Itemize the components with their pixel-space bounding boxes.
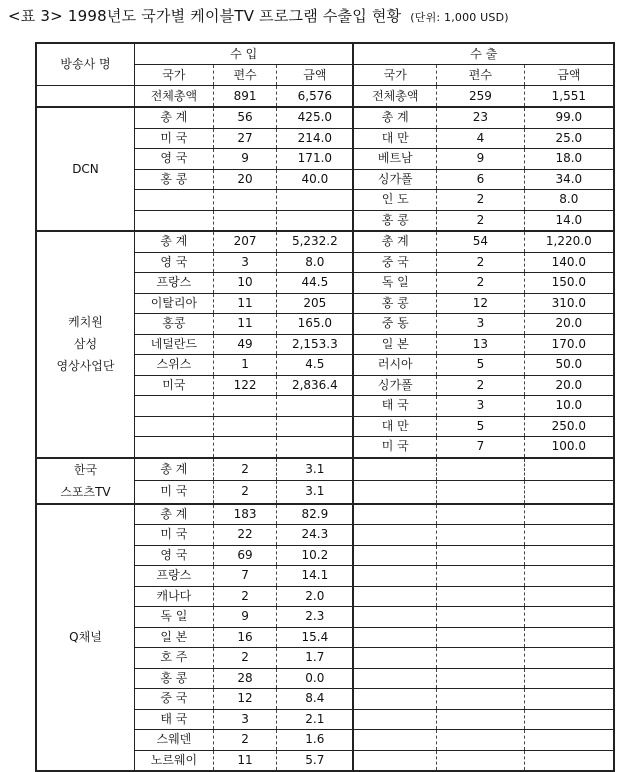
export-country-cell [353, 545, 436, 566]
export-country-cell [353, 648, 436, 669]
export-count-cell: 6 [437, 169, 525, 190]
export-country-cell: 태 국 [353, 396, 436, 417]
import-amount-cell: 2.0 [277, 586, 354, 607]
import-country-cell: 미 국 [135, 128, 214, 149]
import-count-cell: 2 [213, 730, 276, 751]
import-count-cell: 11 [213, 293, 276, 314]
import-amount-cell [277, 210, 354, 231]
export-amount-cell: 250.0 [524, 416, 614, 437]
import-country-cell: 스위스 [135, 355, 214, 376]
export-country-cell: 미 국 [353, 437, 436, 458]
import-count-cell: 11 [213, 750, 276, 771]
export-count-cell: 2 [437, 190, 525, 211]
unit-note: (단위: 1,000 USD) [410, 11, 509, 24]
import-count-cell: 1 [213, 355, 276, 376]
import-country-header: 국가 [135, 65, 214, 86]
export-count-cell [437, 481, 525, 504]
export-country-cell [353, 566, 436, 587]
import-amount-cell [277, 437, 354, 458]
import-amount-cell: 165.0 [277, 314, 354, 335]
import-amount-header: 금액 [277, 65, 354, 86]
import-count-cell: 10 [213, 273, 276, 294]
export-country-header: 국가 [353, 65, 436, 86]
export-country-cell [353, 668, 436, 689]
import-country-cell: 호 주 [135, 648, 214, 669]
import-count-cell: 207 [213, 231, 276, 252]
export-amount-cell [524, 586, 614, 607]
export-amount-cell: 20.0 [524, 375, 614, 396]
broadcaster-name-line: 케치원 [68, 315, 103, 330]
import-country-cell: 스웨덴 [135, 730, 214, 751]
export-amount-cell: 20.0 [524, 314, 614, 335]
export-country-cell: 독 일 [353, 273, 436, 294]
export-country-cell [353, 525, 436, 546]
export-amount-cell [524, 566, 614, 587]
broadcaster-name [36, 458, 135, 504]
import-amount-cell: 40.0 [277, 169, 354, 190]
import-amount-cell: 8.0 [277, 252, 354, 273]
table-row [36, 231, 614, 252]
export-country-cell [353, 709, 436, 730]
export-country-cell: 인 도 [353, 190, 436, 211]
total-import-label: 전체총액 [135, 86, 214, 108]
header-row-1 [36, 43, 614, 65]
import-amount-cell: 2.1 [277, 709, 354, 730]
export-country-cell: 홍 콩 [353, 293, 436, 314]
export-amount-cell [524, 689, 614, 710]
export-count-cell: 5 [437, 355, 525, 376]
import-amount-cell: 171.0 [277, 149, 354, 170]
import-country-cell: 총 계 [135, 107, 214, 128]
export-count-cell [437, 689, 525, 710]
import-country-cell: 미국 [135, 375, 214, 396]
import-amount-cell [277, 190, 354, 211]
broadcaster-name-line: 스포츠TV [60, 484, 111, 499]
import-count-cell: 12 [213, 689, 276, 710]
import-amount-cell: 2,836.4 [277, 375, 354, 396]
export-count-header: 편수 [437, 65, 525, 86]
export-country-cell [353, 481, 436, 504]
total-row [36, 86, 614, 108]
import-count-cell: 3 [213, 252, 276, 273]
total-import-amount: 6,576 [277, 86, 354, 108]
export-count-cell: 12 [437, 293, 525, 314]
import-country-cell: 총 계 [135, 458, 214, 481]
import-count-cell: 27 [213, 128, 276, 149]
export-count-cell: 4 [437, 128, 525, 149]
export-amount-cell [524, 668, 614, 689]
import-count-cell: 3 [213, 709, 276, 730]
import-country-cell: 홍 콩 [135, 169, 214, 190]
import-count-cell: 2 [213, 458, 276, 481]
export-country-cell [353, 689, 436, 710]
export-amount-cell: 14.0 [524, 210, 614, 231]
import-amount-cell [277, 416, 354, 437]
broadcaster-name-line: Q채널 [69, 630, 102, 645]
export-amount-cell [524, 458, 614, 481]
export-country-cell [353, 586, 436, 607]
import-amount-cell: 205 [277, 293, 354, 314]
export-header: 수 출 [353, 43, 614, 65]
import-country-cell: 홍 콩 [135, 668, 214, 689]
import-amount-cell: 82.9 [277, 504, 354, 525]
export-country-cell: 싱가폴 [353, 169, 436, 190]
import-amount-cell: 3.1 [277, 458, 354, 481]
import-count-cell: 9 [213, 607, 276, 628]
export-count-cell [437, 545, 525, 566]
export-country-cell: 싱가폴 [353, 375, 436, 396]
import-count-cell: 7 [213, 566, 276, 587]
import-country-cell: 프랑스 [135, 273, 214, 294]
export-country-cell: 중 국 [353, 252, 436, 273]
export-count-cell [437, 648, 525, 669]
export-amount-cell: 34.0 [524, 169, 614, 190]
export-amount-cell [524, 607, 614, 628]
import-amount-cell: 5.7 [277, 750, 354, 771]
export-country-cell [353, 730, 436, 751]
export-country-cell: 대 만 [353, 416, 436, 437]
import-amount-cell: 14.1 [277, 566, 354, 587]
import-count-cell [213, 190, 276, 211]
import-country-cell: 홍콩 [135, 314, 214, 335]
total-export-label: 전체총액 [353, 86, 436, 108]
export-country-cell: 총 계 [353, 231, 436, 252]
import-country-cell: 영 국 [135, 252, 214, 273]
import-country-cell [135, 190, 214, 211]
export-count-cell [437, 607, 525, 628]
import-count-cell: 9 [213, 149, 276, 170]
import-count-cell: 69 [213, 545, 276, 566]
export-amount-cell: 140.0 [524, 252, 614, 273]
import-country-cell: 영 국 [135, 545, 214, 566]
export-country-cell: 홍 콩 [353, 210, 436, 231]
export-count-cell: 2 [437, 252, 525, 273]
export-count-cell [437, 730, 525, 751]
export-count-cell: 7 [437, 437, 525, 458]
export-country-cell: 러시아 [353, 355, 436, 376]
import-count-cell: 20 [213, 169, 276, 190]
import-count-cell [213, 437, 276, 458]
import-country-cell: 태 국 [135, 709, 214, 730]
export-count-cell: 3 [437, 396, 525, 417]
import-count-cell: 28 [213, 668, 276, 689]
import-country-cell [135, 437, 214, 458]
import-country-cell [135, 396, 214, 417]
export-count-cell [437, 525, 525, 546]
import-count-cell: 122 [213, 375, 276, 396]
table-title [8, 2, 509, 30]
import-amount-cell: 5,232.2 [277, 231, 354, 252]
import-country-cell: 캐나다 [135, 586, 214, 607]
export-count-cell [437, 458, 525, 481]
broadcaster-name-line: 영상사업단 [56, 359, 115, 374]
import-amount-cell: 214.0 [277, 128, 354, 149]
export-amount-cell [524, 750, 614, 771]
export-amount-cell: 18.0 [524, 149, 614, 170]
import-amount-cell: 1.7 [277, 648, 354, 669]
import-amount-cell: 8.4 [277, 689, 354, 710]
import-amount-cell: 4.5 [277, 355, 354, 376]
export-amount-cell: 50.0 [524, 355, 614, 376]
import-amount-cell: 15.4 [277, 627, 354, 648]
export-amount-cell: 99.0 [524, 107, 614, 128]
table-row [36, 107, 614, 128]
import-count-cell [213, 416, 276, 437]
table-row [36, 504, 614, 525]
broadcaster-name-line: 한국 [73, 462, 98, 477]
export-country-cell [353, 750, 436, 771]
export-count-cell [437, 750, 525, 771]
export-count-cell [437, 627, 525, 648]
export-count-cell: 2 [437, 273, 525, 294]
export-count-cell: 3 [437, 314, 525, 335]
import-country-cell: 일 본 [135, 627, 214, 648]
total-name-cell [36, 86, 135, 108]
export-count-cell [437, 668, 525, 689]
export-amount-cell: 1,220.0 [524, 231, 614, 252]
broadcaster-name [36, 107, 135, 231]
import-count-cell: 11 [213, 314, 276, 335]
export-count-cell: 54 [437, 231, 525, 252]
import-country-cell: 네덜란드 [135, 334, 214, 355]
broadcaster-header: 방송사 명 [36, 43, 135, 86]
import-country-cell: 중 국 [135, 689, 214, 710]
import-country-cell: 프랑스 [135, 566, 214, 587]
export-country-cell: 베트남 [353, 149, 436, 170]
import-count-cell: 183 [213, 504, 276, 525]
import-amount-cell: 2.3 [277, 607, 354, 628]
export-count-cell: 5 [437, 416, 525, 437]
total-export-amount: 1,551 [524, 86, 614, 108]
export-count-cell [437, 504, 525, 525]
import-count-cell: 2 [213, 648, 276, 669]
import-country-cell: 미 국 [135, 525, 214, 546]
import-country-cell: 영 국 [135, 149, 214, 170]
export-country-cell: 총 계 [353, 107, 436, 128]
import-count-cell [213, 210, 276, 231]
export-amount-cell: 100.0 [524, 437, 614, 458]
export-country-cell: 일 본 [353, 334, 436, 355]
export-count-cell [437, 709, 525, 730]
import-count-cell: 2 [213, 481, 276, 504]
import-count-cell: 16 [213, 627, 276, 648]
export-amount-cell [524, 525, 614, 546]
export-country-cell: 중 동 [353, 314, 436, 335]
total-export-count: 259 [437, 86, 525, 108]
import-amount-cell: 2,153.3 [277, 334, 354, 355]
export-count-cell: 23 [437, 107, 525, 128]
export-amount-header: 금액 [524, 65, 614, 86]
import-amount-cell [277, 396, 354, 417]
export-amount-cell: 310.0 [524, 293, 614, 314]
import-country-cell: 총 계 [135, 504, 214, 525]
table-title-text: <표 3> 1998년도 국가별 케이블TV 프로그램 수출입 현황 [8, 7, 402, 25]
broadcaster-name [36, 231, 135, 458]
table-row [36, 458, 614, 481]
export-country-cell: 대 만 [353, 128, 436, 149]
export-country-cell [353, 607, 436, 628]
export-amount-cell [524, 481, 614, 504]
export-count-cell [437, 586, 525, 607]
export-count-cell: 2 [437, 375, 525, 396]
import-count-cell [213, 396, 276, 417]
export-count-cell [437, 566, 525, 587]
export-country-cell [353, 627, 436, 648]
export-amount-cell: 8.0 [524, 190, 614, 211]
import-amount-cell: 24.3 [277, 525, 354, 546]
import-amount-cell: 3.1 [277, 481, 354, 504]
export-amount-cell [524, 648, 614, 669]
import-country-cell [135, 416, 214, 437]
export-amount-cell: 170.0 [524, 334, 614, 355]
export-count-cell: 9 [437, 149, 525, 170]
import-header: 수 입 [135, 43, 354, 65]
import-count-cell: 2 [213, 586, 276, 607]
export-amount-cell [524, 627, 614, 648]
import-amount-cell: 1.6 [277, 730, 354, 751]
import-count-cell: 49 [213, 334, 276, 355]
import-country-cell: 이탈리아 [135, 293, 214, 314]
export-amount-cell [524, 504, 614, 525]
import-country-cell: 독 일 [135, 607, 214, 628]
export-amount-cell: 150.0 [524, 273, 614, 294]
export-amount-cell: 25.0 [524, 128, 614, 149]
broadcaster-name-line: DCN [72, 162, 99, 176]
export-country-cell [353, 458, 436, 481]
import-country-cell: 총 계 [135, 231, 214, 252]
import-amount-cell: 0.0 [277, 668, 354, 689]
export-count-cell: 13 [437, 334, 525, 355]
broadcaster-name [36, 504, 135, 772]
export-amount-cell: 10.0 [524, 396, 614, 417]
broadcaster-name-line: 삼성 [73, 337, 98, 352]
export-amount-cell [524, 730, 614, 751]
import-amount-cell: 10.2 [277, 545, 354, 566]
export-amount-cell [524, 709, 614, 730]
import-amount-cell: 425.0 [277, 107, 354, 128]
import-country-cell: 미 국 [135, 481, 214, 504]
export-count-cell: 2 [437, 210, 525, 231]
import-count-cell: 22 [213, 525, 276, 546]
import-country-cell [135, 210, 214, 231]
export-country-cell [353, 504, 436, 525]
import-count-cell: 56 [213, 107, 276, 128]
trade-table [35, 42, 615, 772]
import-country-cell: 노르웨이 [135, 750, 214, 771]
total-import-count: 891 [213, 86, 276, 108]
import-count-header: 편수 [213, 65, 276, 86]
import-amount-cell: 44.5 [277, 273, 354, 294]
export-amount-cell [524, 545, 614, 566]
